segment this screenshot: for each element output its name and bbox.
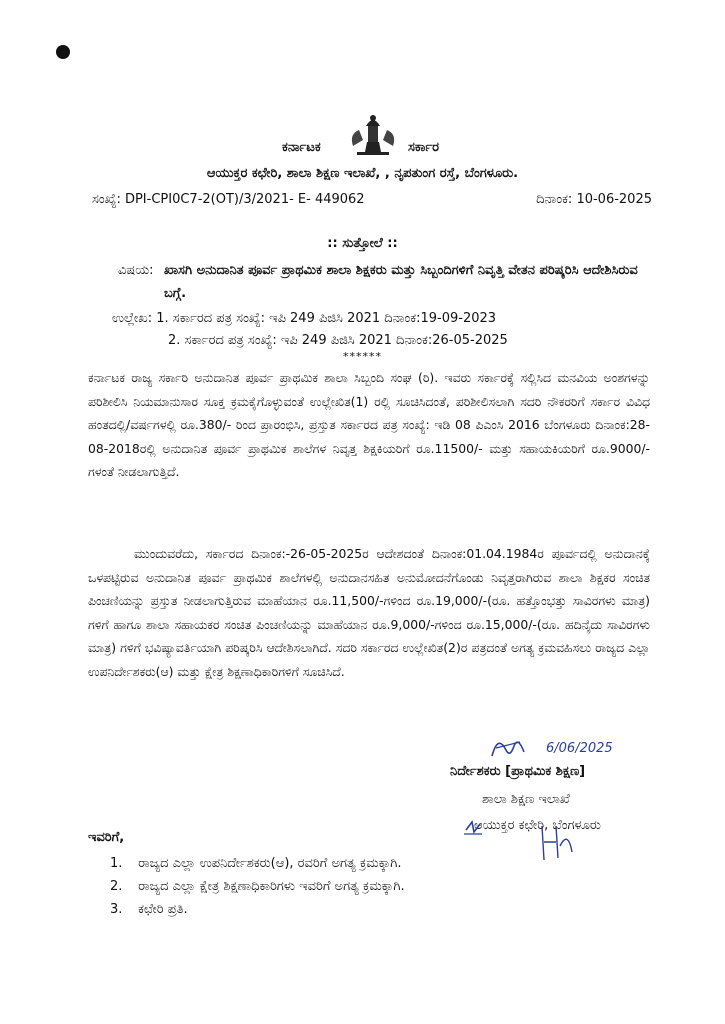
karnataka-emblem-icon	[347, 112, 399, 156]
list-item	[110, 898, 610, 921]
list-item	[110, 875, 610, 898]
list-item-number: 2.	[110, 879, 123, 894]
subject-text: ಖಾಸಗಿ ಅನುದಾನಿತ ಪೂರ್ವ ಪ್ರಾಥಮಿಕ ಶಾಲಾ ಶಿಕ್ಷಕರು ಮತ್ತು ಸಿಬ್ಬಂದಿಗಳಿಗೆ ನಿವೃತ್ತಿ ವೇತನ ಪರಿಷ್ಕರಿಸಿ ಆದೇಶಿಸಿರುವ ಬಗ್ಗೆ.	[164, 263, 638, 301]
body-paragraph-1: ಕರ್ನಾಟಕ ರಾಜ್ಯ ಸರ್ಕಾರಿ ಅನುದಾನಿತ ಪೂರ್ವ ಪ್ರಾಥಮಿಕ ಶಾಲಾ ಸಿಬ್ಬಂದಿ ಸಂಘ (ರಿ). ಇವರು ಸರ್ಕಾರಕ್ಕೆ ಸಲ್ಲಿಸಿದ ಮನವಿಯ ಅಂಶಗಳನ್ನು ಪರಿಶೀಲಿಸಿ ನಿಯಮಾನುಸಾರ ಸೂಕ್ತ ಕ್ರಮಕೈಗೊಳ್ಳುವಂತೆ ಉಲ್ಲೇಖಿತ(1) ರಲ್ಲಿ ಸೂಚಿಸಿದಂತೆ, ಪರಿಶೀಲಿಸಲಾಗಿ ಸದರಿ ನೌಕರರಿಗೆ ಸರ್ಕಾರ ವಿವಿಧ ಹಂತದಲ್ಲಿ/ವರ್ಷಗಳಲ್ಲಿ ರೂ.380/- ರಿಂದ ಪ್ರಾರಂಭಿಸಿ, ಪ್ರಸ್ತುತ ಸರ್ಕಾರದ ಪತ್ರ ಸಂಖ್ಯೆ: ಇಡಿ 08 ಪಿಎಂಸಿ 2016 ಬೆಂಗಳೂರು ದಿನಾಂಕ:28-08-2018ರಲ್ಲಿ ಅನುದಾನಿತ ಪೂರ್ವ ಪ್ರಾಥಮಿಕ ಶಾಲೆಗಳ ನಿವೃತ್ತ ಶಿಕ್ಷಕಿಯರಿಗೆ ರೂ.11500/- ಮತ್ತು ಸಹಾಯಕಿಯರಿಗೆ ರೂ.9000/- ಗಳಂತೆ ನೀಡಲಾಗುತ್ತಿದೆ.	[88, 370, 650, 479]
recipients-list	[110, 852, 610, 921]
separator-stars: ******	[343, 350, 382, 363]
signatory-office: ಆಯುಕ್ತರ ಕಛೇರಿ, ಬೆಂಗಳೂರು	[474, 818, 601, 833]
subject-label: ವಿಷಯ:	[118, 263, 154, 278]
reference-number: ಸಂಖ್ಯೆ: DPI-CPI0C7-2(OT)/3/2021- E- 449062	[92, 192, 365, 207]
signatory-designation: ನಿರ್ದೇಶಕರು [ಪ್ರಾಥಮಿಕ ಶಿಕ್ಷಣ]	[450, 764, 586, 779]
office-address: ಆಯುಕ್ತರ ಕಛೇರಿ, ಶಾಲಾ ಶಿಕ್ಷಣ ಇಲಾಖೆ, , ನೃಪತುಂಗ ರಸ್ತೆ, ಬೆಂಗಳೂರು.	[206, 166, 519, 181]
body-paragraph-2: ಮುಂದುವರೆದು, ಸರ್ಕಾರದ ದಿನಾಂಕ:-26-05-2025ರ ಆದೇಶದಂತೆ ದಿನಾಂಕ:01.04.1984ರ ಪೂರ್ವದಲ್ಲಿ ಅನುದಾನಕ್ಕೆ ಒಳಪಟ್ಟಿರುವ ಅನುದಾನಿತ ಪೂರ್ವ ಪ್ರಾಥಮಿಕ ಶಾಲೆಗಳಲ್ಲಿ ಅನುದಾನಸಹಿತ ಅನುಮೋದನೆಗೊಂಡು ನಿವೃತ್ತರಾಗಿರುವ ಶಾಲಾ ಶಿಕ್ಷಕರ ಸಂಚಿತ ಪಿಂಚಣಿಯನ್ನು ಪ್ರಸ್ತುತ ನೀಡಲಾಗುತ್ತಿರುವ ಮಾಹೆಯಾನ ರೂ.11,500/-ಗಳಿಂದ ರೂ.19,000/-(ರೂ. ಹತ್ತೊಂಭತ್ತು ಸಾವಿರಗಳು ಮಾತ್ರ) ಗಳಿಗೆ ಹಾಗೂ ಶಾಲಾ ಸಹಾಯಕರ ಸಂಚಿತ ಪಿಂಚಣಿಯನ್ನು ಮಾಹೆಯಾನ ರೂ.9,000/-ಗಳಿಂದ ರೂ.15,000/-(ರೂ. ಹದಿನೈದು ಸಾವಿರಗಳು ಮಾತ್ರ) ಗಳಿಗೆ ಭವಿಷ್ಯಾವರ್ತಿಯಾಗಿ ಪರಿಷ್ಕರಿಸಿ ಆದೇಶಿಸಲಾಗಿದೆ. ಸದರಿ ಸರ್ಕಾರದ ಉಲ್ಲೇಖಿತ(2)ರ ಪತ್ರದಂತೆ ಅಗತ್ಯ ಕ್ರಮವಹಿಸಲು ರಾಜ್ಯದ ಎಲ್ಲಾ ಉಪನಿರ್ದೇಶಕರು(ಆ) ಮತ್ತು ಕ್ಷೇತ್ರ ಶಿಕ್ಷಣಾಧಿಕಾರಿಗಳಿಗೆ ಸೂಚಿಸಿದೆ.	[88, 546, 650, 679]
list-item-text: ಕಛೇರಿ ಪ್ರತಿ.	[138, 902, 188, 917]
document-date: ದಿನಾಂಕ: 10-06-2025	[536, 192, 652, 207]
list-item-text: ರಾಜ್ಯದ ಎಲ್ಲಾ ಉಪನಿರ್ದೇಶಕರು(ಆ), ರವರಿಗೆ ಅಗತ್ಯ ಕ್ರಮಕ್ಕಾಗಿ.	[138, 856, 402, 871]
reference-item-1: ಉಲ್ಲೇಖ: 1. ಸರ್ಕಾರದ ಪತ್ರ ಸಂಖ್ಯೆ: ಇಪಿ 249 ಪಿಜಿಸಿ 2021 ದಿನಾಂಕ:19-09-2023	[112, 311, 497, 326]
reference-line	[92, 192, 652, 207]
reference-item-2: 2. ಸರ್ಕಾರದ ಪತ್ರ ಸಂಖ್ಯೆ: ಇಪಿ 249 ಪಿಜಿಸಿ 2021 ದಿನಾಂಕ:26-05-2025	[168, 333, 508, 348]
list-item-text: ರಾಜ್ಯದ ಎಲ್ಲಾ ಕ್ಷೇತ್ರ ಶಿಕ್ಷಣಾಧಿಕಾರಿಗಳು ಇವರಿಗೆ ಅಗತ್ಯ ಕ್ರಮಕ್ಕಾಗಿ.	[138, 879, 405, 894]
list-item-number: 3.	[110, 902, 123, 917]
signature-date: 6/06/2025	[546, 741, 613, 756]
signatory-department: ಶಾಲಾ ಶಿಕ್ಷಣ ಇಲಾಖೆ	[482, 792, 570, 807]
circular-title: :: ಸುತ್ತೋಲೆ ::	[327, 236, 398, 251]
punch-hole-dot	[56, 45, 70, 59]
recipients-heading: ಇವರಿಗೆ,	[88, 830, 125, 845]
list-item-number: 1.	[110, 856, 123, 871]
handwritten-signature	[484, 728, 634, 768]
references-block	[112, 307, 672, 351]
subject-block	[118, 259, 658, 305]
letterhead-left-word: ಕರ್ನಾಟಕ	[282, 140, 321, 155]
list-item	[110, 852, 610, 875]
letterhead-right-word: ಸರ್ಕಾರ	[408, 140, 439, 155]
letterhead	[0, 112, 725, 162]
